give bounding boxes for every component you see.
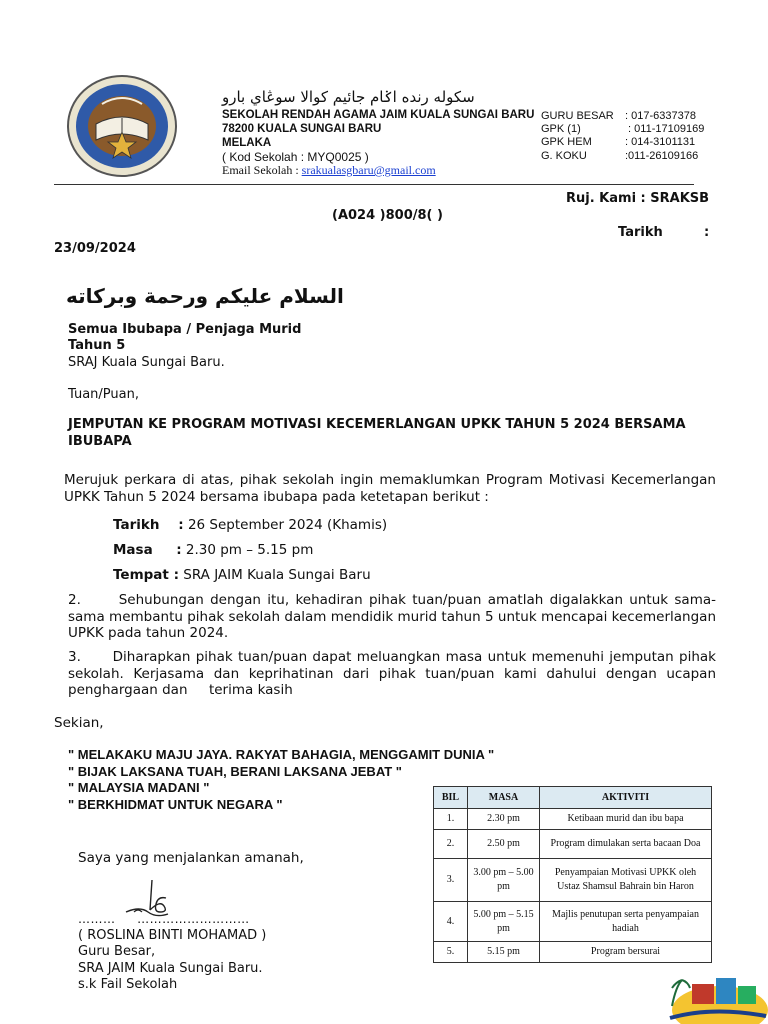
detail-time [113,542,313,558]
school-postcode-city: 78200 KUALA SUNGAI BARU [222,123,382,135]
table-cell: Program bersurai [540,942,712,963]
header-divider [54,184,694,185]
detail-value: 2.30 pm – 5.15 pm [181,542,314,558]
motto-line: " MALAYSIA MADANI " [68,780,210,795]
carbon-copy: s.k Fail Sekolah [78,977,178,992]
closing: Sekian, [54,715,104,731]
table-row [434,809,712,830]
motto-line: " BERKHIDMAT UNTUK NEGARA " [68,797,283,812]
signatory-school: SRA JAIM Kuala Sungai Baru. [78,961,263,976]
contact-row [541,136,695,150]
contact-row [541,123,704,137]
detail-label: Tempat : [113,567,179,583]
tourism-logo-icon [662,966,768,1024]
detail-venue [113,567,371,583]
date-label: Tarikh [618,225,663,240]
detail-date [113,517,387,533]
table-cell: Majlis penutupan serta penyampaian hadiah [540,902,712,942]
column-header: MASA [468,787,540,809]
contact-phone: :011-26109166 [625,150,699,162]
table-cell: 1. [434,809,468,830]
table-header-row [434,787,712,809]
contact-phone: : 017-6337378 [625,110,696,122]
date-colon: : [704,225,710,240]
table-row [434,830,712,859]
paragraph-3: 3. Diharapkan pihak tuan/puan dapat meluangkan masa untuk memenuhi jemputan pihak sekolah. Kerjasama dan keprihatinan dari pihak tuan/puan kami dahului dengan ucapan penghargaan dan terima kasih [68,649,721,698]
table-cell: 2. [434,830,468,859]
school-code: ( Kod Sekolah : MYQ0025 ) [222,150,369,164]
detail-value: SRA JAIM Kuala Sungai Baru [178,567,371,583]
table-cell: Program dimulakan serta bacaan Doa [540,830,712,859]
contact-role: GPK (1) [541,123,581,135]
recipient-line: Semua Ibubapa / Penjaga Murid [68,322,302,337]
letter-date: 23/09/2024 [54,241,136,256]
email-link[interactable]: srakualasgbaru@gmail.com [301,163,436,177]
table-cell: 5. [434,942,468,963]
contact-row [541,150,698,164]
table-cell: 5.15 pm [468,942,540,963]
intro-paragraph: Merujuk perkara di atas, pihak sekolah ingin memaklumkan Program Motivasi Kecemerlangan UPKK Tahun 5 2024 bersama ibubapa pada ketetapan berikut : [64,472,716,505]
table-row [434,859,712,902]
motto-line: " MELAKAKU MAJU JAYA. RAKYAT BAHAGIA, MENGGAMIT DUNIA " [68,747,495,762]
contact-role: GURU BESAR [541,110,614,122]
contact-row [541,110,696,124]
contact-phone: : 011-17109169 [625,123,705,135]
letter-subject: JEMPUTAN KE PROGRAM MOTIVASI KECEMERLANGAN UPKK TAHUN 5 2024 BERSAMA IBUBAPA [68,417,686,449]
salam-greeting: السلام عليكم ورحمة وبركاته [66,284,344,308]
motto-line: " BIJAK LAKSANA TUAH, BERANI LAKSANA JEBAT " [68,764,402,779]
detail-label: Tarikh : [113,517,184,533]
school-name: SEKOLAH RENDAH AGAMA JAIM KUALA SUNGAI BARU [222,109,535,121]
table-cell: 4. [434,902,468,942]
contact-phone: : 014-3101131 [625,136,696,148]
schedule-table [433,786,712,963]
school-email-line [222,163,436,178]
signature-intro: Saya yang menjalankan amanah, [78,850,304,866]
table-cell: 2.50 pm [468,830,540,859]
reference-number: Ruj. Kami : SRAKSB [566,191,710,206]
recipient-line: Tahun 5 [68,338,126,353]
table-cell: 2.30 pm [468,809,540,830]
detail-value: 26 September 2024 (Khamis) [183,517,388,533]
table-cell: Ketibaan murid dan ibu bapa [540,809,712,830]
detail-label: Masa : [113,542,182,558]
contact-role: G. KOKU [541,150,587,162]
table-cell: Penyampaian Motivasi UPKK oleh Ustaz Shamsul Bahrain bin Haron [540,859,712,902]
signature-line: ……… ……………………… [78,912,250,926]
table-row [434,902,712,942]
school-name-jawi: سکوله رنده اݢام جائيم کوالا سوڠاي بارو [222,88,475,106]
school-logo-icon [66,74,178,178]
school-state: MELAKA [222,137,272,149]
table-row [434,942,712,963]
recipient-line: SRAJ Kuala Sungai Baru. [68,355,225,370]
table-cell: 3.00 pm – 5.00 pm [468,859,540,902]
contact-role: GPK HEM [541,136,592,148]
column-header: AKTIVITI [540,787,712,809]
signatory-title: Guru Besar, [78,944,156,959]
signatory-name: ( ROSLINA BINTI MOHAMAD ) [78,928,267,943]
table-cell: 3. [434,859,468,902]
paragraph-2: 2. Sehubungan dengan itu, kehadiran pihak tuan/puan amatlah digalakkan untuk sama-sama membantu pihak sekolah dalam mendidik murid tahun 5 untuk mencapai kecemerlangan UPKK pada tahun 2024. [68,592,721,641]
email-label: Email Sekolah : [222,163,299,177]
column-header: BIL [434,787,468,809]
salutation: Tuan/Puan, [68,387,139,402]
table-cell: 5.00 pm – 5.15 pm [468,902,540,942]
reference-number-code: (A024 )800/8( ) [332,208,443,223]
